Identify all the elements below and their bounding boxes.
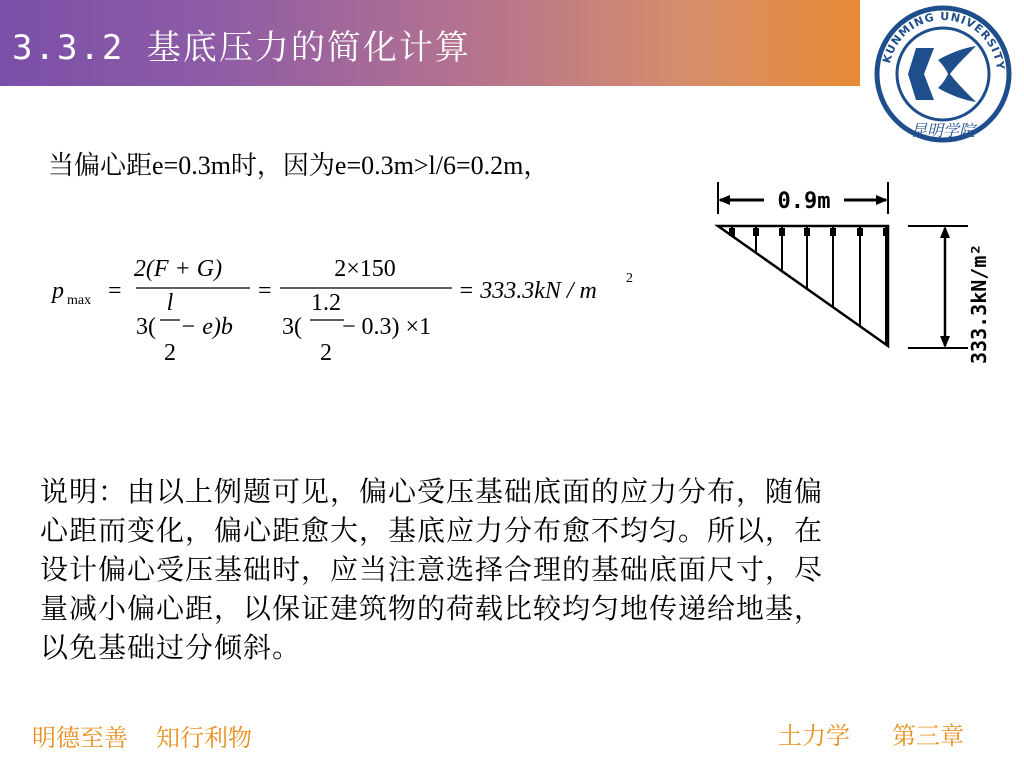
pressure-distribution-diagram (690, 178, 1020, 378)
footer-motto (32, 718, 252, 753)
formula-result-sup: 2 (626, 271, 633, 286)
frac2-den-right: − 0.3) ×1 (342, 314, 432, 340)
frac1-numerator: 2(F + G) (133, 256, 223, 282)
explanation-line: 以免基础过分倾斜。 (40, 631, 302, 664)
logo-caption: 昆明学院 (910, 121, 976, 140)
frac2-inner-num: 1.2 (311, 290, 341, 316)
explanation-line: 设计偏心受压基础时，应当注意选择合理的基础底面尺寸，尽 (40, 553, 824, 586)
explanation-paragraph (40, 472, 970, 667)
frac1-inner-num: l (166, 290, 174, 316)
explanation-line: 量减小偏心距，以保证建筑物的荷载比较均匀地传递给地基， (40, 592, 824, 625)
frac1-den-left: 3( (136, 314, 156, 340)
formula-result: = 333.3kN / m (458, 278, 597, 304)
formula-eq1: = (108, 278, 122, 304)
pressure-triangle (718, 226, 888, 346)
page-title: 3.3.2 基底压力的简化计算 (12, 28, 471, 68)
frac2-inner-den: 2 (320, 340, 332, 366)
explanation-line: 说明：由以上例题可见，偏心受压基础底面的应力分布，随偏 (40, 475, 824, 508)
formula-p: p (52, 278, 64, 304)
frac1-inner-den: 2 (164, 340, 176, 366)
condition-text: 当偏心距e=0.3m时，因为e=0.3m>l/6=0.2m， (48, 151, 550, 180)
logo-ring-text: KUNMING UNIVERSITY (880, 9, 1007, 72)
height-label: 333.3kN/m² (967, 243, 991, 364)
formula-eq2: = (258, 278, 272, 304)
frac2-den-left: 3( (282, 314, 302, 340)
formula-p-sub: max (67, 293, 92, 308)
university-logo (864, 2, 1022, 152)
frac1-den-right: − e)b (180, 314, 233, 340)
footer-course-info (778, 716, 964, 751)
frac2-numerator: 2×150 (334, 256, 396, 282)
explanation-line: 心距而变化，偏心距愈大，基底应力分布愈不均匀。所以，在 (40, 514, 824, 547)
motto-text-2: 知行利物 (156, 724, 252, 752)
pressure-formula (40, 238, 660, 373)
title-bar (0, 0, 860, 86)
chapter-name: 第三章 (892, 722, 964, 750)
motto-text-1: 明德至善 (32, 724, 128, 752)
course-name: 土力学 (778, 722, 850, 750)
width-label: 0.9m (777, 189, 831, 214)
